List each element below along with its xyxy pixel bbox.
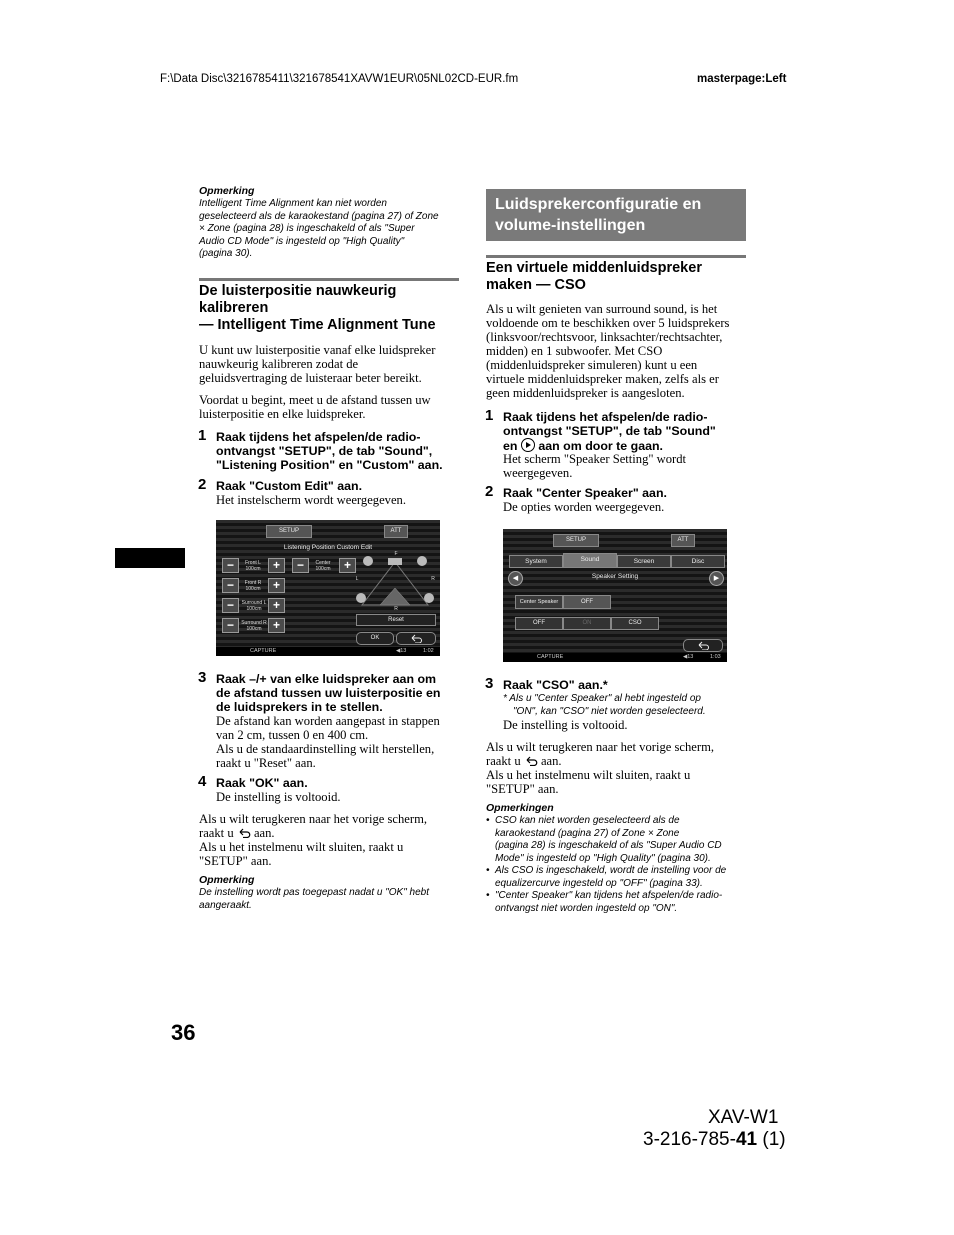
back-arrow-icon: [524, 756, 538, 766]
tab-screen[interactable]: Screen: [617, 555, 671, 568]
custom-edit-screenshot: [216, 520, 440, 656]
list-item: • Als CSO is ingeschakeld, wordt de instelling voor de equalizercurve ingesteld op "OFF" (pagina 33).: [486, 865, 727, 889]
tab-disc[interactable]: Disc: [671, 555, 725, 568]
front-l-speaker-icon: [363, 556, 373, 566]
note-title: Opmerking: [199, 874, 255, 886]
play-next-icon: [521, 438, 535, 452]
notes-title: Opmerkingen: [486, 802, 554, 814]
front-l-label: Front L 100cm: [245, 560, 261, 572]
status-bar: [503, 653, 727, 662]
center-speaker-icon: [388, 558, 402, 565]
status-bar: [216, 647, 440, 656]
att-button[interactable]: ATT: [384, 525, 408, 538]
back-button[interactable]: [683, 639, 723, 652]
note-text: Intelligent Time Alignment kan niet worden geselecteerd als de karaokestand (pagina 27) of Zone × Zone (pagina 28) is ingeschakeld of als "Super Audio CD Mode" is ingesteld op "High Quality" (pagina 30).: [199, 198, 439, 259]
screen-title: Listening Position Custom Edit: [283, 544, 373, 551]
cso-intro-paragraph: Als u wilt genieten van surround sound, is het voldoende om te beschikken over 5 luidsprekers (linksvoor/rechtsvoor, linksachter/rechtsachter, midden) en 1 subwoofer. Met CSO (middenluidspreker simuleren) kunt u een virtuele middenluidspreker maken, zelfs als er geen middenluidspreker is aangesloten.: [486, 302, 730, 400]
left-letter: L: [355, 576, 359, 582]
surround-l-label: Surround L 100cm: [241, 600, 267, 612]
capture-label: CAPTURE: [537, 654, 564, 660]
clock: 1:03: [710, 654, 721, 660]
front-l-plus-button[interactable]: +: [268, 558, 285, 573]
note-text: De instelling wordt pas toegepast nadat u "OK" hebt aangeraakt.: [199, 887, 430, 911]
next-page-icon[interactable]: ▶: [709, 571, 724, 586]
capture-label: CAPTURE: [250, 648, 277, 654]
masterpage-label: masterpage:Left: [697, 73, 787, 85]
att-button[interactable]: ATT: [671, 534, 695, 547]
setup-button[interactable]: SETUP: [553, 534, 599, 547]
notes-list: [486, 815, 751, 915]
center-label: Center 100cm: [315, 560, 331, 572]
reset-button[interactable]: Reset: [356, 614, 436, 626]
back-arrow-icon: [237, 828, 251, 838]
surround-r-minus-button[interactable]: −: [222, 618, 239, 633]
surround-l-minus-button[interactable]: −: [222, 598, 239, 613]
front-r-minus-button[interactable]: −: [222, 578, 239, 593]
surround-r-plus-button[interactable]: +: [268, 618, 285, 633]
back-arrow-icon: [409, 634, 423, 643]
front-r-label: Front R 100cm: [244, 580, 262, 592]
right-letter: R: [431, 576, 435, 582]
surround-r-label: Surround R 100cm: [241, 620, 267, 632]
intro-paragraph: U kunt uw luisterpositie vanaf elke luidspreker nauwkeurig kalibreren zodat de geluidsvertraging de luisteraar beter bereikt.: [199, 343, 436, 385]
front-r-plus-button[interactable]: +: [268, 578, 285, 593]
screen-title: Speaker Setting: [591, 573, 639, 580]
return-paragraph: Als u wilt terugkeren naar het vorige scherm, raakt u aan. Als u het instelmenu wilt sluiten, raakt u "SETUP" aan.: [486, 740, 715, 796]
setup-button[interactable]: SETUP: [266, 525, 312, 538]
option-on-button[interactable]: ON: [563, 617, 611, 630]
section-heading: Een virtuele middenluidspreker maken — CSO: [486, 260, 702, 293]
clock: 1:02: [423, 648, 434, 654]
back-arrow-icon: [696, 641, 710, 650]
front-l-minus-button[interactable]: −: [222, 558, 239, 573]
speaker-layout-diagram: [352, 550, 438, 612]
previous-page-icon[interactable]: ◀: [508, 571, 523, 586]
section-banner: Luidsprekerconfiguratie en volume-instellingen: [486, 189, 746, 241]
rear-letter: R: [394, 606, 398, 612]
back-button[interactable]: [396, 632, 436, 645]
page-number: 36: [171, 1020, 196, 1045]
section-tab-marker: [115, 548, 185, 568]
ok-button[interactable]: OK: [356, 632, 394, 645]
option-cso-button[interactable]: CSO: [611, 617, 659, 630]
return-paragraph: Als u wilt terugkeren naar het vorige scherm, raakt u aan. Als u het instelmenu wilt sluiten, raakt u "SETUP" aan.: [199, 812, 428, 868]
prep-paragraph: Voordat u begint, meet u de afstand tussen uw luisterpositie en elke luidspreker.: [199, 393, 431, 421]
front-r-speaker-icon: [417, 556, 427, 566]
file-path: F:\Data Disc\3216785411\321678541XAVW1EUR\05NL02CD-EUR.fm: [160, 73, 519, 85]
section-heading: De luisterpositie nauwkeurig kalibreren — Intelligent Time Alignment Tune: [199, 283, 436, 333]
document-code: 3-216-785-41 (1): [643, 1129, 786, 1150]
section-rule: [486, 255, 746, 258]
tab-system[interactable]: System: [509, 555, 563, 568]
surround-r-speaker-icon: [424, 593, 434, 603]
center-plus-button[interactable]: +: [339, 558, 356, 573]
center-minus-button[interactable]: −: [292, 558, 309, 573]
section-rule: [199, 278, 459, 281]
tab-sound[interactable]: Sound: [563, 553, 617, 568]
volume-indicator: ◀13: [683, 654, 694, 660]
center-speaker-item[interactable]: Center Speaker: [515, 595, 563, 609]
surround-l-plus-button[interactable]: +: [268, 598, 285, 613]
front-letter: F: [394, 551, 398, 557]
note-title: Opmerking: [199, 185, 255, 197]
volume-indicator: ◀13: [396, 648, 407, 654]
speaker-setting-screenshot: [503, 529, 727, 662]
option-off-button[interactable]: OFF: [515, 617, 563, 630]
list-item: • CSO kan niet worden geselecteerd als de karaokestand (pagina 27) of Zone × Zone (pagina 28) is ingeschakeld of als "Super Audio CD Mode" is ingesteld op "High Quality" (pagina 30).: [486, 815, 722, 864]
model-name: XAV-W1: [708, 1107, 779, 1128]
list-item: • "Center Speaker" kan tijdens het afspelen/de radio- ontvangst niet worden ingesteld op "ON".: [486, 890, 723, 914]
center-speaker-value: OFF: [563, 595, 611, 609]
surround-l-speaker-icon: [356, 593, 366, 603]
